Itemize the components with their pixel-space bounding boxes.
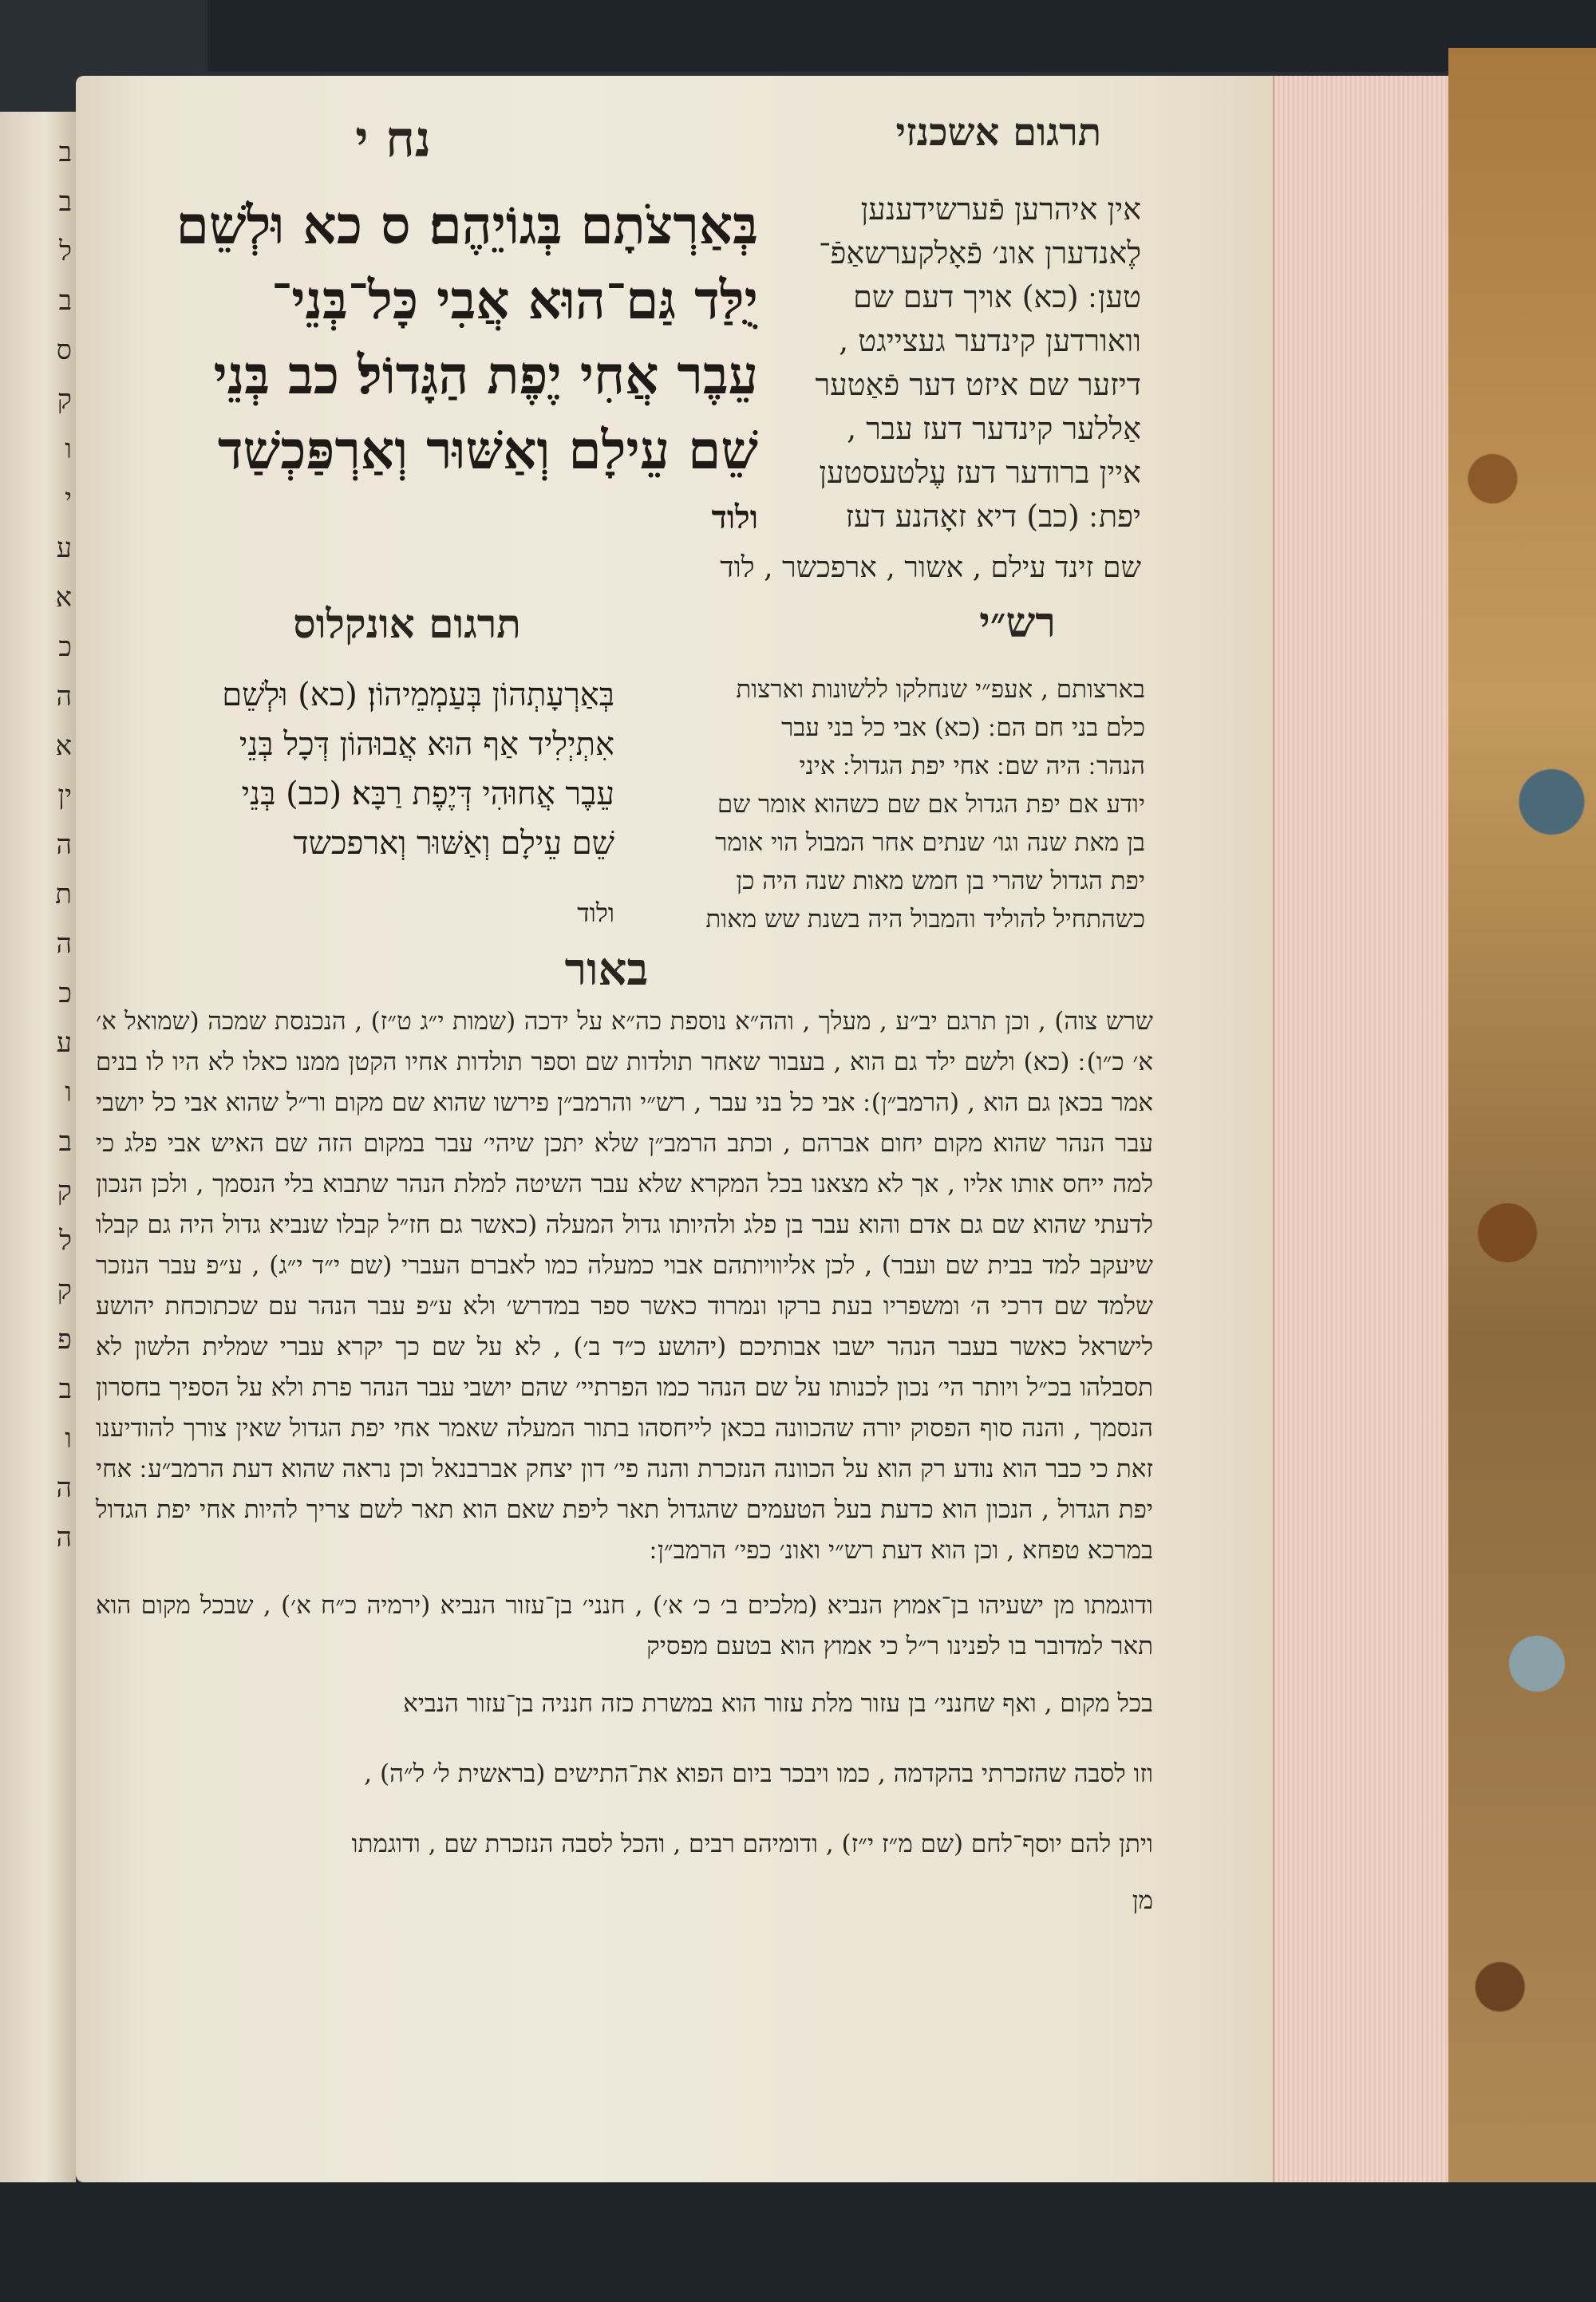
- facing-page-fragment: ה: [56, 1472, 72, 1504]
- scripture-text: [104, 188, 758, 488]
- facing-page-fragment: ק: [57, 1175, 72, 1207]
- facing-page-fragment: ה: [56, 829, 72, 861]
- rashi-heading: רש״י: [979, 598, 1056, 647]
- biur-line: וזו לסבה שהזכרתי בהקדמה , כמו ויבכר ביום הפוא את־התישים (בראשית ל׳ ל״ה) ,: [364, 1759, 1153, 1788]
- facing-page-fragment: ה: [56, 681, 72, 713]
- biur-line: בכל מקום , ואף שחנני׳ בן עזור מלת עזור הוא במשרת כזה חנניה בן־עזור הנביא: [403, 1689, 1153, 1718]
- facing-page-fragment: ק: [57, 1274, 72, 1306]
- onkelos-continuation: ולוד: [577, 898, 614, 928]
- onkelos-line: עֵבֶר אֲחוּהִי דְּיֶפֶת רַבָּא׃ (כב) בְּנֵי: [241, 776, 614, 812]
- running-header-left: נח י: [355, 110, 431, 168]
- facing-page-fragment: ק: [57, 384, 72, 416]
- facing-page-fragment: ין: [57, 780, 72, 811]
- onkelos-line: אִתְיְלִיד אַף הוּא אֲבוּהוֹן דְּכָל בְּנֵי: [239, 726, 614, 763]
- running-header-right: תרגום אשכנזי: [895, 110, 1101, 155]
- rashi-commentary: [634, 670, 1145, 938]
- translation-line: איין ברודער דעז עֶלטעסטען: [819, 455, 1141, 490]
- rashi-line: הנהר ׃ היה שם ׃ אחי יפת הגדול ׃ איני: [799, 752, 1145, 780]
- facing-page-fragment: ב: [58, 186, 72, 218]
- translation-line: דיזער שם איזט דער פֿאַטער: [815, 367, 1141, 402]
- translation-line: אַללער קינדער דעז עבר ,: [847, 411, 1141, 446]
- facing-page-fragment: א: [55, 582, 72, 614]
- biur-paragraph: ודוגמתו מן ישעיהו בן־אמוץ הנביא (מלכים ב׳ כ׳ א׳) , חנני׳ בן־עזור הנביא (ירמיה כ״ח א׳) , שבכל מקום הוא תאר למדובר בו לפנינו ר״ל כי אמוץ הוא בטעם מפסיק: [96, 1591, 1153, 1660]
- facing-page-fragments: [0, 128, 72, 2122]
- facing-page-fragment: ס: [56, 334, 72, 366]
- background-bottom: [0, 2182, 1596, 2302]
- scripture-line: שֵׁם עֵילָם וְאַשּׁוּר וְאַרְפַּכְשַׁד: [217, 419, 758, 481]
- facing-page-fragment: א: [55, 730, 72, 762]
- facing-page-fragment: ל: [59, 1225, 72, 1257]
- facing-page-fragment: ה: [56, 1522, 72, 1554]
- facing-page-fragment: ע: [56, 532, 72, 564]
- rashi-line: יפת הגדול שהרי בן חמש מאות שנה היה כן: [736, 867, 1145, 895]
- facing-page-fragment: ב: [58, 285, 72, 317]
- onkelos-line: שֵׁם עֵילָם וְאַשּׁוּר וְארפכשד: [293, 825, 614, 862]
- scripture-continuation: ולוד: [711, 499, 758, 536]
- translation-line: טען ׃ (כא) אויך דעם שם: [853, 279, 1141, 314]
- translation-line: וואורדען קינדער געצייגט ,: [839, 323, 1141, 358]
- onkelos-heading: תרגום אונקלוס: [293, 600, 521, 647]
- facing-page-fragment: פ: [57, 1324, 72, 1356]
- facing-page-fragment: ה: [56, 928, 72, 960]
- translation-line: יפת ׃ (כב) דיא זאָהנע דעז: [845, 499, 1141, 534]
- facing-page-fragment: כ: [58, 631, 72, 663]
- background-top: [207, 0, 1596, 72]
- biur-commentary: [96, 1001, 1153, 1925]
- biur-heading: באור: [564, 943, 649, 996]
- facing-page-fragment: ע: [56, 1027, 72, 1059]
- facing-page-fragment: ל: [59, 235, 72, 267]
- facing-page-fragment: ו: [65, 1076, 72, 1108]
- rashi-line: בן מאת שנה וגו׳ שנתים אחר המבול הוי אומר: [715, 828, 1145, 857]
- biur-catchword: מן: [1132, 1886, 1153, 1915]
- rashi-line: כלם בני חם הם ׃ (כא) אבי כל בני עבר: [781, 713, 1145, 742]
- page-block-edge: [1273, 76, 1450, 2182]
- translation-line: לֶאנדערן אונ׳ פֿאָלקערשאַפֿ־: [818, 235, 1141, 270]
- facing-page-fragment: י: [65, 483, 72, 515]
- facing-page-fragment: ב: [58, 1373, 72, 1405]
- facing-page-fragment: ו: [65, 433, 72, 465]
- rashi-line: בארצותם , אעפ״י שנחלקו ללשונות וארצות: [736, 675, 1145, 704]
- facing-page-fragment: כ: [58, 977, 72, 1009]
- rashi-line: כשהתחיל להוליד והמבול היה בשנת שש מאות: [705, 905, 1145, 934]
- onkelos-targum: [104, 670, 614, 868]
- scripture-line: בְּאַרְצֹתָם בְּגוֹיֵהֶם׃ ס כא וּלְשֵׁם: [176, 194, 758, 256]
- facing-page-fragment: ב: [58, 1126, 72, 1158]
- german-translation: [766, 188, 1141, 539]
- marbled-cover: [1448, 48, 1596, 2202]
- scripture-line: יֻלַּד גַּם־הוּא אֲבִי כָּל־בְּנֵי־: [271, 269, 758, 331]
- onkelos-line: בְּאַרְעָתְהוֹן בְּעַמְמֵיהוֹן׃ (כא) וּלְשֵׁם: [222, 677, 614, 713]
- rashi-line: יודע אם יפת הגדול אם שם כשהוא אומר שם: [717, 790, 1145, 819]
- scripture-line: עֵבֶר אֲחִי יֶפֶת הַגָּדוֹל׃ כב בְּנֵי: [213, 344, 758, 406]
- facing-page-fragment: ב: [58, 136, 72, 168]
- facing-page-fragment: ת: [55, 879, 72, 910]
- biur-paragraph: שרש צוה) , וכן תרגם יב״ע , מעלך , והה״א נוספת כה״א על ידכה (שמות י״ג ט״ז) , הנכנסת שמכה (שמואל א׳ א׳ כ״ו) ׃ (כא) ולשם ילד גם הוא , בעבור שאחר תולדות שם וספר תולדות אחיו הקטן ממנו כאלו לא היו לו בנים אמר בכאן גם הוא , (הרמב״ן) ׃ אבי כל בני עבר , רש״י והרמב״ן פירשו שהוא שם מקום ור״ל שהוא אבי כל יושבי עבר הנהר שהוא מקום יחום אברהם , וכתב הרמב״ן שלא יתכן שיהי׳ עבר במקום הזה שם האיש אבי פלג כי למה ייחס אותו אליו , אך לא מצאנו בכל המקרא שלא עבר השיטה למלת הנהר שתבוא בלי הנסמך , ולכן הנכון לדעתי שהוא שם גם אדם והוא עבר בן פלג ולהיותו גדול המעלה (כאשר גם חז״ל קבלו שנביא גדול היה גם קבלו שיעקב למד בבית שם ועבר) , לכן אליוויותהם אבוי כמעלה כמו לאברם העברי (שם י״ד י״ג) , ע״פ עבר הנזכר שלמד שם דרכי ה׳ ומשפריו בעת ברקו ונמרוד כאשר ספר במדרש׳ ולא ע״פ עבר הנהר עם שכתוכחת יהושע לישראל כאשר בעבר הנהר ישבו אבותיכם (יהושע כ״ד ב׳) , לא על שם כך יקרא עברי שמלית הלשון לא תסבלהו בכ״ל ויותר הי׳ נכון לכנותו על שם הנהר כמו הפרתיי׳ שהם יושבי עבר הנהר פרת ולא על הספיך בחסרון הנסמך , והנה סוף הפסוק יורה שהכוונה בכאן לייחסהו בתור המעלה שאמר אחי יפת הגדול שאין צורך להודיענו זאת כי כבר הוא נודע רק הוא על הכוונה הנזכרת והנה פי׳ דון יצחק אברבנאל וכן נראה שהוא דעת הרמב״ע ׃ אחי יפת הגדול , הנכון הוא כדעת בעל הטעמים שהגדול תאר ליפת שאם הוא תאר לשם צריך להיות אחי יפת הגדול במרכא טפחא , וכן הוא דעת רש״י ואונ׳ כפי׳ הרמב״ן ׃: [96, 1007, 1153, 1565]
- biur-line: ויתן להם יוסף־לחם (שם מ״ז י״ז) , ודומיהם רבים , והכל לסבה הנזכרת שם , ודוגמתו: [351, 1830, 1153, 1858]
- translation-continuation: שם זינד עילם , אשור , ארפכשר , לוד: [720, 551, 1141, 584]
- facing-page-fragment: ו: [65, 1423, 72, 1455]
- translation-line: אין איהרען פֿערשידענען: [860, 192, 1141, 227]
